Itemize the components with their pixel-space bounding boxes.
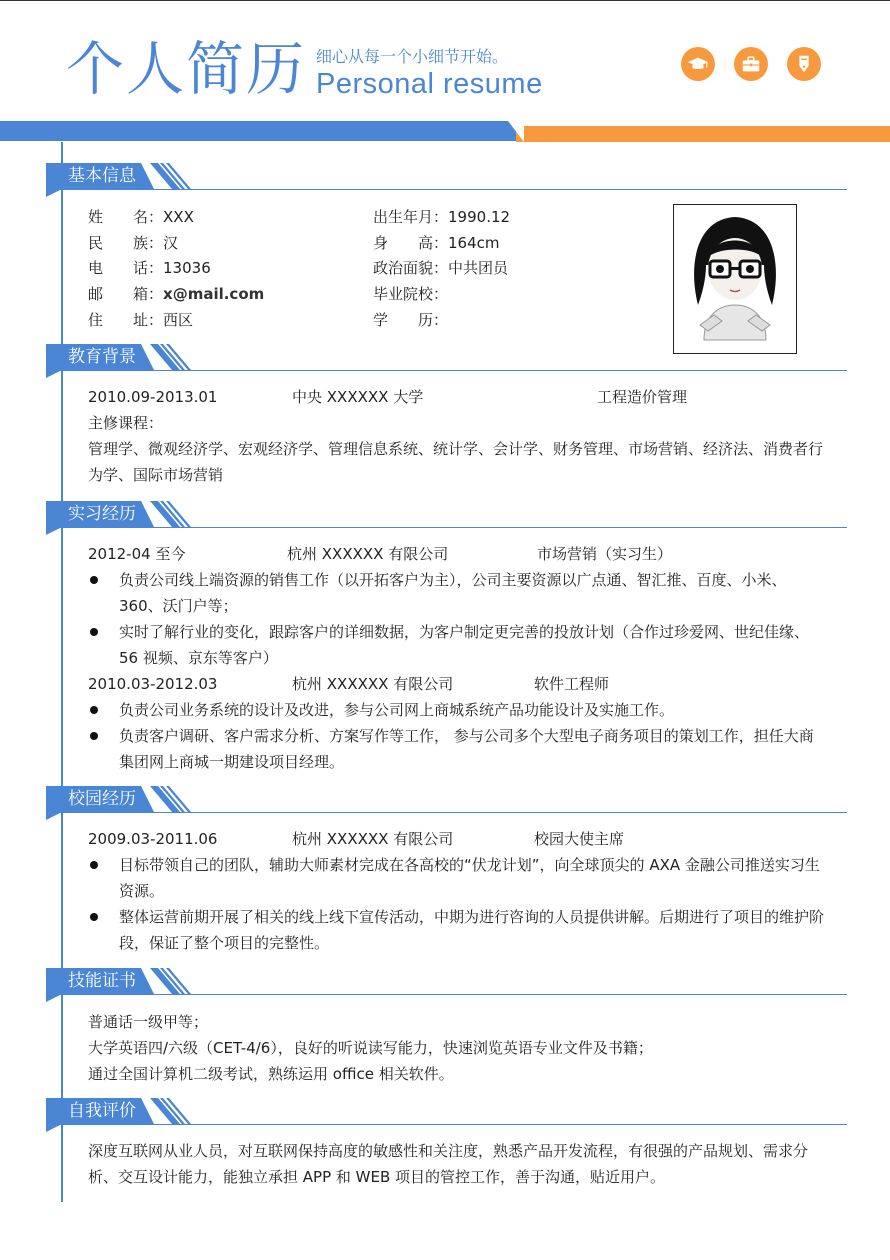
list-item: 负责客户调研、客户需求分析、方案写作等工作， 参与公司多个大型电子商务项目的策划工作，担任大商集团网上商城一期建设项目经理。 [88, 723, 828, 775]
self-evaluation-text: 深度互联网从业人员，对互联网保持高度的敏感性和关注度，熟悉产品开发流程，有很强的产品规划、需求分析、交互设计能力，能独立承担 APP 和 WEB 项目的管控工作，善于沟通，贴近用户。 [88, 1142, 809, 1186]
left-timeline-rule [61, 142, 63, 1202]
info-value: 1990.12 [448, 208, 511, 226]
section-title: 基本信息 [68, 166, 136, 186]
job-role: 市场营销（实习生） [537, 545, 673, 563]
section-stripes-decoration [150, 344, 194, 370]
info-birth [373, 205, 510, 230]
section-title: 实习经历 [68, 504, 136, 524]
info-political [373, 256, 508, 281]
edu-courses-label: 主修课程： [88, 414, 164, 432]
section-stripes-decoration [150, 1098, 194, 1124]
info-phone [88, 256, 211, 281]
info-label: 姓 名： [88, 208, 164, 226]
info-label: 出生年月： [373, 208, 449, 226]
header-band-blue [0, 121, 520, 141]
profile-photo [673, 204, 797, 354]
section-header [46, 968, 847, 994]
section-title: 技能证书 [68, 971, 136, 991]
cartoon-avatar-image [674, 205, 796, 353]
list-item: 负责公司业务系统的设计及改进，参与公司网上商城系统产品功能设计及实施工作。 [88, 697, 828, 723]
skill-line: 普通话一级甲等； [88, 1013, 209, 1031]
info-name [88, 205, 194, 230]
campus-company: 杭州 XXXXXX 有限公司 [292, 830, 454, 848]
info-school [373, 282, 448, 307]
info-email [88, 282, 264, 307]
list-item: 目标带领自己的团队，辅助大师素材完成在各高校的“伏龙计划”，向全球顶尖的 AXA 金融公司推送实习生资源。 [88, 852, 828, 904]
info-degree [373, 308, 448, 333]
section-internship [46, 501, 847, 527]
skill-line: 大学英语四/六级（CET-4/6），良好的听说读写能力，快速浏览英语专业文件及书籍； [88, 1039, 653, 1057]
section-self-evaluation [46, 1098, 847, 1124]
section-header [46, 786, 847, 812]
info-label: 民 族： [88, 234, 164, 252]
list-item: 实时了解行业的变化，跟踪客户的详细数据，为客户制定更完善的投放计划（合作过珍爱网、世纪佳缘、56 视频、京东等客户） [88, 619, 828, 671]
info-address [88, 308, 193, 333]
resume-title-en: Personal resume [316, 68, 543, 100]
top-border [0, 0, 890, 1]
section-header [46, 344, 847, 370]
edu-period: 2010.09-2013.01 [88, 388, 218, 406]
section-stripes-decoration [150, 163, 194, 189]
header-band-orange [516, 126, 890, 142]
section-education [46, 344, 847, 370]
section-header [46, 501, 847, 527]
section-title: 自我评价 [68, 1101, 136, 1121]
briefcase-icon [734, 47, 768, 81]
header-icon-group [681, 47, 821, 81]
info-value: 汉 [163, 234, 179, 252]
job-role: 软件工程师 [534, 675, 610, 693]
job-period: 2012-04 至今 [88, 545, 186, 563]
campus-period: 2009.03-2011.06 [88, 830, 218, 848]
graduation-cap-icon [681, 47, 715, 81]
info-value: x@mail.com [163, 285, 265, 303]
info-label: 学 历： [373, 311, 449, 329]
info-label: 毕业院校： [373, 285, 449, 303]
info-value: 西区 [163, 311, 194, 329]
header-band-divider [508, 121, 524, 142]
info-label: 住 址： [88, 311, 164, 329]
info-label: 政治面貌： [373, 259, 449, 277]
slogan: 细心从每一个小细节开始。 [316, 47, 509, 66]
edu-school: 中央 XXXXXX 大学 [292, 388, 424, 406]
list-item: 负责公司线上端资源的销售工作（以开拓客户为主），公司主要资源以广点通、智汇推、百度、小米、360、沃门户等； [88, 567, 828, 619]
section-title: 教育背景 [68, 347, 136, 367]
job-duties-list [88, 567, 828, 671]
section-skills [46, 968, 847, 994]
job-period: 2010.03-2012.03 [88, 675, 218, 693]
info-value: 164cm [448, 234, 500, 252]
edu-major: 工程造价管理 [597, 388, 688, 406]
info-ethnicity [88, 231, 178, 256]
section-header [46, 1098, 847, 1124]
pen-icon [787, 47, 821, 81]
info-height [373, 231, 500, 256]
section-stripes-decoration [150, 786, 194, 812]
section-basic-info [46, 163, 847, 189]
job-duties-list [88, 697, 828, 775]
info-label: 身 高： [373, 234, 449, 252]
edu-courses: 管理学、微观经济学、宏观经济学、管理信息系统、统计学、会计学、财务管理、市场营销、经济法、消费者行为学、国际市场营销 [88, 440, 824, 484]
section-header [46, 163, 847, 189]
resume-title-cn: 个人简历 [66, 35, 307, 103]
section-title: 校园经历 [68, 789, 136, 809]
info-label: 邮 箱： [88, 285, 164, 303]
job-company: 杭州 XXXXXX 有限公司 [292, 675, 454, 693]
info-value: 中共团员 [448, 259, 509, 277]
list-item: 整体运营前期开展了相关的线上线下宣传活动，中期为进行咨询的人员提供讲解。后期进行了项目的维护阶段，保证了整个项目的完整性。 [88, 904, 828, 956]
campus-duties-list [88, 852, 828, 956]
info-label: 电 话： [88, 259, 164, 277]
info-value: 13036 [163, 259, 211, 277]
section-campus [46, 786, 847, 812]
section-stripes-decoration [150, 501, 194, 527]
info-value: XXX [163, 208, 194, 226]
section-stripes-decoration [150, 968, 194, 994]
job-company: 杭州 XXXXXX 有限公司 [287, 545, 449, 563]
skill-line: 通过全国计算机二级考试，熟练运用 office 相关软件。 [88, 1065, 454, 1083]
campus-role: 校园大使主席 [534, 830, 625, 848]
